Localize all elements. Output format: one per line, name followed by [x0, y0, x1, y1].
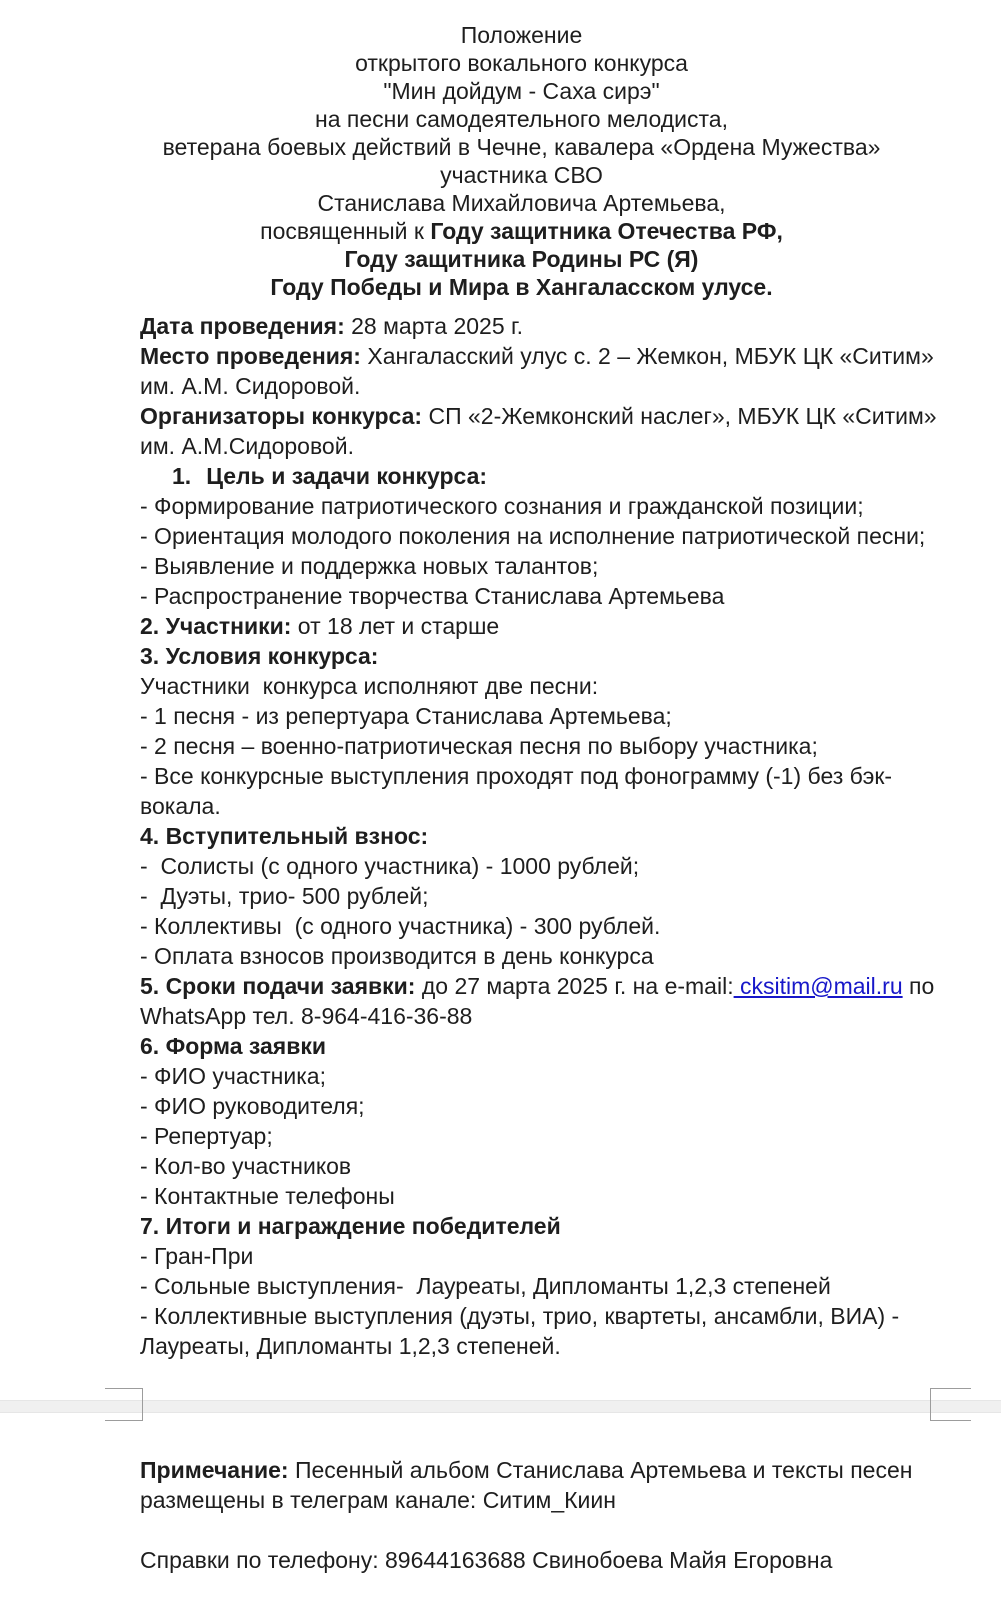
dedication-prefix: посвященный к [260, 218, 431, 244]
title-line: Положение [460, 22, 583, 48]
title-line: участника СВО [440, 162, 603, 188]
list-item: - Коллективные выступления (дуэты, трио, квартеты, ансамбли, ВИА) - [140, 1303, 900, 1329]
info-org-line [140, 401, 941, 431]
list-item: - Ориентация молодого поколения на исполнение патриотической песни; [140, 523, 926, 549]
list-item: - ФИО руководителя; [140, 1093, 365, 1119]
section-5-line-2: WhatsApp тел. 8-964-416-36-88 [140, 1003, 473, 1029]
section-2-title: 2. Участники: [140, 613, 292, 639]
note-line-2: размещены в телеграм канале: Ситим_Киин [140, 1487, 616, 1513]
section-2-value: от 18 лет и старше [291, 613, 500, 639]
list-item: - Формирование патриотического сознания и гражданской позиции; [140, 493, 864, 519]
title-line: на песни самодеятельного мелодиста, [315, 106, 728, 132]
list-item: - Репертуар; [140, 1123, 273, 1149]
section-1-number: 1. [172, 463, 192, 489]
body-block [0, 311, 1001, 1361]
list-item: - Коллективы (с одного участника) - 300 рублей. [140, 913, 661, 939]
info-place-line-2: им. А.М. Сидоровой. [140, 373, 361, 399]
list-item: - Гран-При [140, 1243, 254, 1269]
note-label: Примечание: [140, 1457, 289, 1483]
list-item: - Дуэты, трио- 500 рублей; [140, 883, 429, 909]
phone-line: Справки по телефону: 89644163688 Свинобоева Майя Егоровна [140, 1547, 833, 1573]
blank-line [140, 1515, 1001, 1545]
section-2-heading [140, 611, 941, 641]
title-block [0, 0, 1001, 301]
section-4-heading: 4. Вступительный взнос: [140, 823, 429, 849]
list-item: - Сольные выступления- Лауреаты, Дипломанты 1,2,3 степеней [140, 1273, 831, 1299]
section-1-heading [140, 461, 941, 491]
list-item: - Солисты (с одного участника) - 1000 рублей; [140, 853, 640, 879]
list-item: - Все конкурсные выступления проходят под фонограмму (-1) без бэк- [140, 763, 893, 789]
list-item: - Оплата взносов производится в день конкурса [140, 943, 654, 969]
title-line: открытого вокального конкурса [355, 50, 688, 76]
page-gap-band [0, 1400, 1001, 1413]
list-item: - Кол-во участников [140, 1153, 352, 1179]
info-place-value: Хангаласский улус с. 2 – Жемкон, МБУК ЦК «Ситим» [360, 343, 934, 369]
title-line-bold: Году защитника Родины РС (Я) [344, 246, 699, 272]
page-break [0, 1388, 1001, 1422]
title-line-bold: Году Победы и Мира в Хангаласском улусе. [270, 274, 773, 300]
section-5-text: до 27 марта 2025 г. на e-mail: [415, 973, 734, 999]
section-3-heading: 3. Условия конкурса: [140, 643, 379, 669]
email-link[interactable]: cksitim@mail.ru [733, 973, 903, 999]
list-item: - Выявление и поддержка новых талантов; [140, 553, 599, 579]
title-line: "Мин дойдум - Саха сирэ" [383, 78, 660, 104]
section-7-heading: 7. Итоги и награждение победителей [140, 1213, 561, 1239]
title-line: Станислава Михайловича Артемьева, [317, 190, 726, 216]
note-line [140, 1455, 1001, 1485]
list-item: - 2 песня – военно-патриотическая песня по выбору участника; [140, 733, 818, 759]
title-line: ветерана боевых действий в Чечне, кавалера «Ордена Мужества» [162, 134, 881, 160]
list-item-continuation: вокала. [140, 793, 221, 819]
left-margin-marks [105, 1388, 143, 1421]
info-place-label: Место проведения: [140, 343, 361, 369]
section-1-title: Цель и задачи конкурса: [206, 463, 488, 489]
section-6-heading: 6. Форма заявки [140, 1033, 327, 1059]
title-dedication-line [140, 217, 903, 245]
section-5-text-after: по [902, 973, 935, 999]
info-org-line-2: им. А.М.Сидоровой. [140, 433, 354, 459]
section-5-heading [140, 971, 941, 1001]
list-item-continuation: Лауреаты, Дипломанты 1,2,3 степеней. [140, 1333, 561, 1359]
list-item: - Распространение творчества Станислава Артемьева [140, 583, 725, 609]
info-org-value: СП «2-Жемконский наслег», МБУК ЦК «Ситим» [422, 403, 937, 429]
list-item: - 1 песня - из репертуара Станислава Артемьева; [140, 703, 672, 729]
right-margin-marks [930, 1388, 971, 1421]
page2-block [0, 1455, 1001, 1575]
dedication-bold: Году защитника Отечества РФ, [430, 218, 783, 244]
info-place-line [140, 341, 941, 371]
info-date-value: 28 марта 2025 г. [344, 313, 523, 339]
list-item: - Контактные телефоны [140, 1183, 395, 1209]
list-item: - ФИО участника; [140, 1063, 326, 1089]
note-value: Песенный альбом Станислава Артемьева и тексты песен [288, 1457, 913, 1483]
info-date-label: Дата проведения: [140, 313, 345, 339]
section-3-intro: Участники конкурса исполняют две песни: [140, 673, 599, 699]
info-date-line [140, 311, 941, 341]
section-5-title: 5. Сроки подачи заявки: [140, 973, 416, 999]
info-org-label: Организаторы конкурса: [140, 403, 423, 429]
